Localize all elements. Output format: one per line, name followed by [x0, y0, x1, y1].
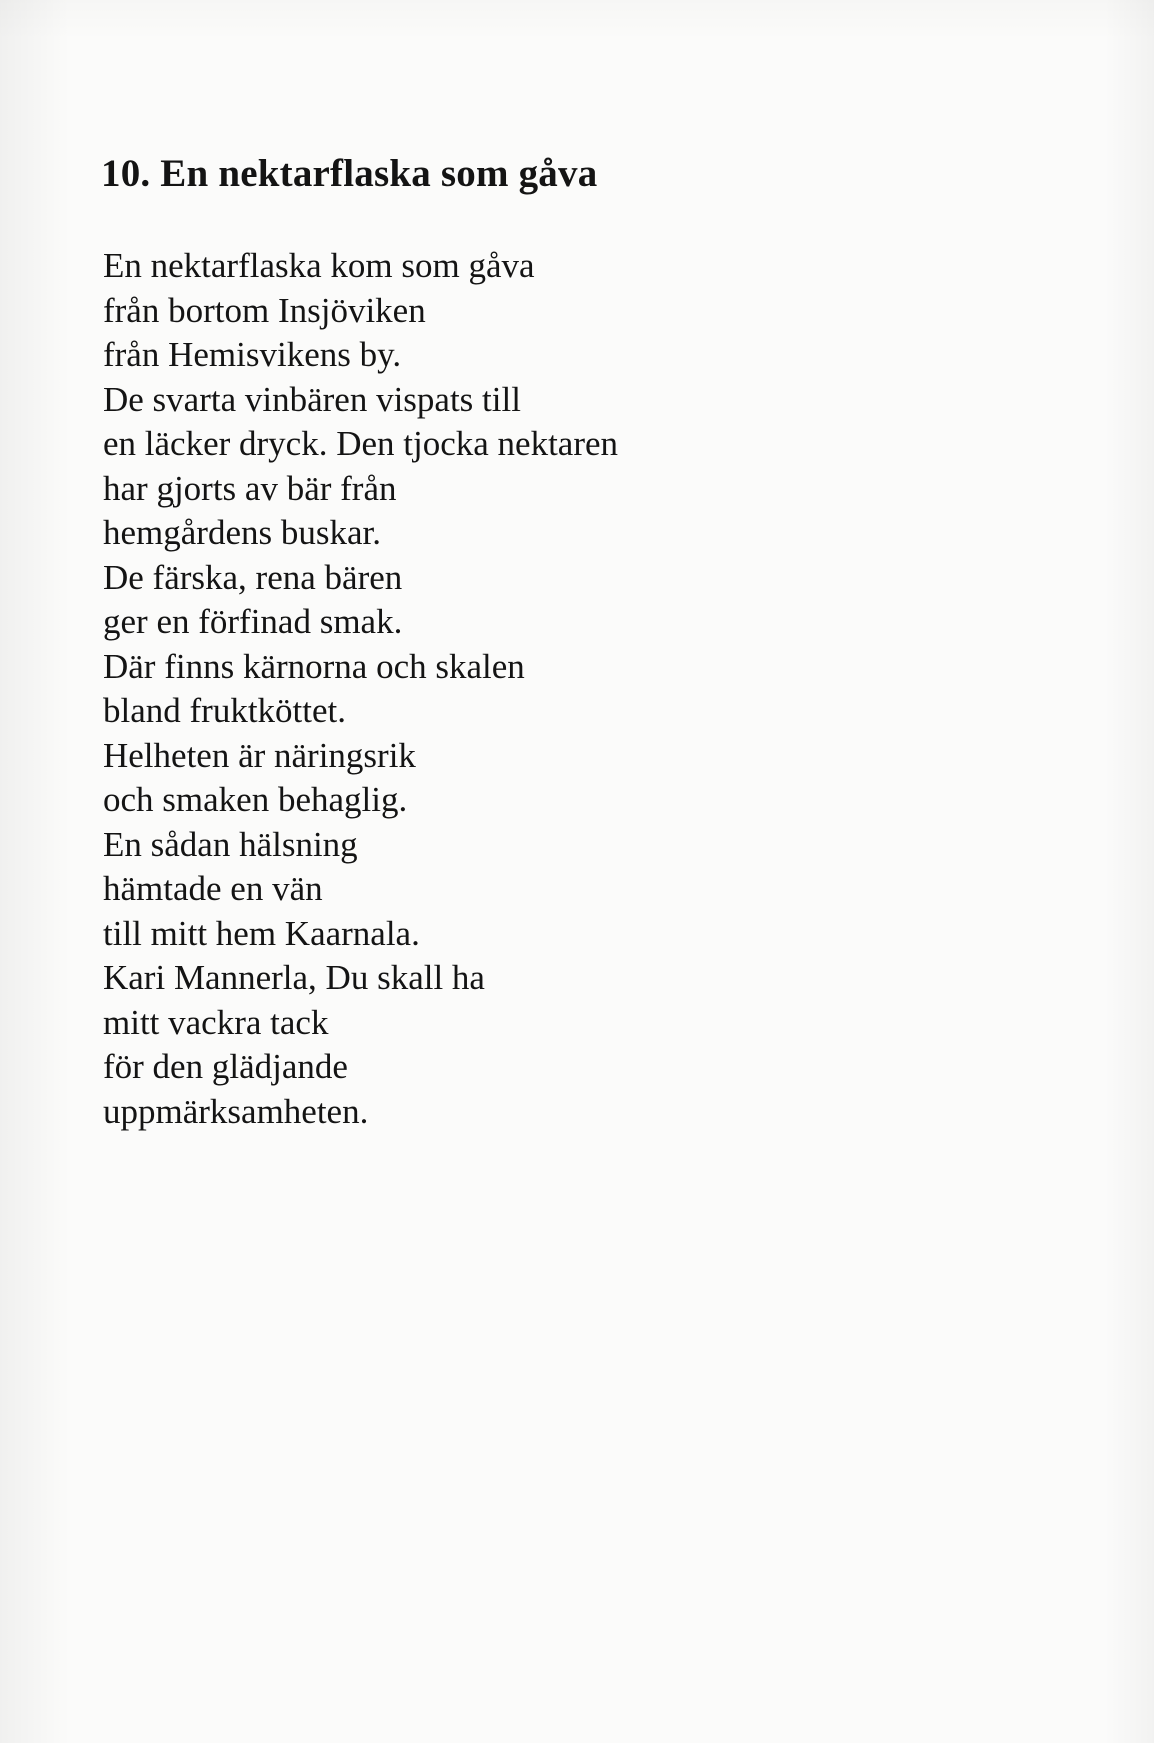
poem-line: för den glädjande: [103, 1047, 348, 1086]
poem-line: Helheten är näringsrik: [103, 735, 416, 775]
poem-title: 10. En nektarflaska som gåva: [101, 152, 598, 195]
poem-line: från bortom Insjöviken: [103, 290, 426, 330]
poem-line: hemgårdens buskar.: [103, 513, 381, 552]
poem-line: En sådan hälsning: [103, 824, 358, 864]
poem-line: Kari Mannerla, Du skall ha: [103, 958, 485, 997]
poem-line: har gjorts av bär från: [103, 468, 397, 508]
poem-line: De färska, rena bären: [103, 557, 403, 597]
poem-line: Där finns kärnorna och skalen: [103, 646, 525, 686]
poem-line: och smaken behaglig.: [103, 780, 408, 819]
poem-line: till mitt hem Kaarnala.: [103, 913, 420, 953]
poem-line: en läcker dryck. Den tjocka nektaren: [103, 424, 619, 463]
poem-line: uppmärksamheten.: [103, 1091, 369, 1131]
poem-line: De svarta vinbären vispats till: [103, 379, 521, 419]
poem-line: mitt vackra tack: [103, 1002, 329, 1042]
poem-line: hämtade en vän: [103, 869, 323, 908]
poem-line: En nektarflaska kom som gåva: [103, 246, 535, 285]
poem-line: från Hemisvikens by.: [103, 335, 402, 374]
poem-line: ger en förfinad smak.: [103, 602, 403, 641]
poem-line: bland fruktköttet.: [103, 691, 347, 730]
poem-body: [103, 244, 618, 1134]
